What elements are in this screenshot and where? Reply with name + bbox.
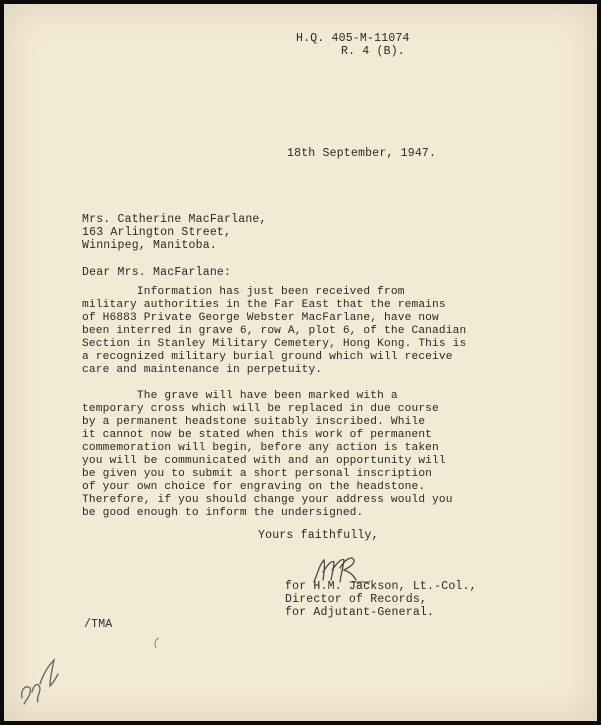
signatory-title: Director of Records, [285, 593, 428, 606]
paragraph-line: be given you to submit a short personal inscription [82, 468, 433, 480]
reference-number: H.Q. 405-M-11074 [296, 32, 410, 45]
paragraph-line: military authorities in the Far East that the remains [82, 299, 446, 311]
paragraph-line: care and maintenance in perpetuity. [82, 364, 323, 376]
paragraph-line: a recognized military burial ground which will receive [82, 351, 453, 363]
paragraph-line: you will be communicated with and an opportunity will [82, 455, 446, 467]
paragraph-line: be good enough to inform the undersigned. [82, 507, 364, 519]
paragraph-line: it cannot now be stated when this work of permanent [82, 429, 433, 441]
paragraph-line: commemoration will begin, before any action is taken [82, 442, 439, 454]
pencil-annotation [16, 654, 66, 709]
paragraph-line: Section in Stanley Military Cemetery, Hong Kong. This is [82, 338, 467, 350]
letter-page [4, 4, 597, 721]
closing: Yours faithfully, [258, 529, 379, 542]
paragraph-line: Information has just been received from [82, 286, 405, 298]
signatory-authority: for Adjutant-General. [285, 606, 435, 619]
letter-date: 18th September, 1947. [287, 147, 437, 160]
paragraph-line: The grave will have been marked with a [82, 390, 398, 402]
paragraph-line: by a permanent headstone suitably inscribed. While [82, 416, 426, 428]
paragraph-line: Therefore, if you should change your address would you [82, 494, 453, 506]
paragraph-line: of your own choice for engraving on the headstone. [82, 481, 426, 493]
pencil-mark [152, 636, 162, 650]
paragraph-line: of H6883 Private George Webster MacFarlane, have now [82, 312, 439, 324]
salutation: Dear Mrs. MacFarlane: [82, 266, 232, 279]
reference-section: R. 4 (B). [341, 45, 405, 58]
addressee-street: 163 Arlington Street, [82, 226, 232, 239]
paragraph-line: temporary cross which will be replaced in due course [82, 403, 439, 415]
paragraph-line: been interred in grave 6, row A, plot 6, of the Canadian [82, 325, 467, 337]
addressee-name: Mrs. Catherine MacFarlane, [82, 213, 267, 226]
signatory-name: for H.M. Jackson, Lt.-Col., [285, 580, 477, 593]
typist-initials: /TMA [84, 618, 113, 631]
addressee-city: Winnipeg, Manitoba. [82, 239, 217, 252]
